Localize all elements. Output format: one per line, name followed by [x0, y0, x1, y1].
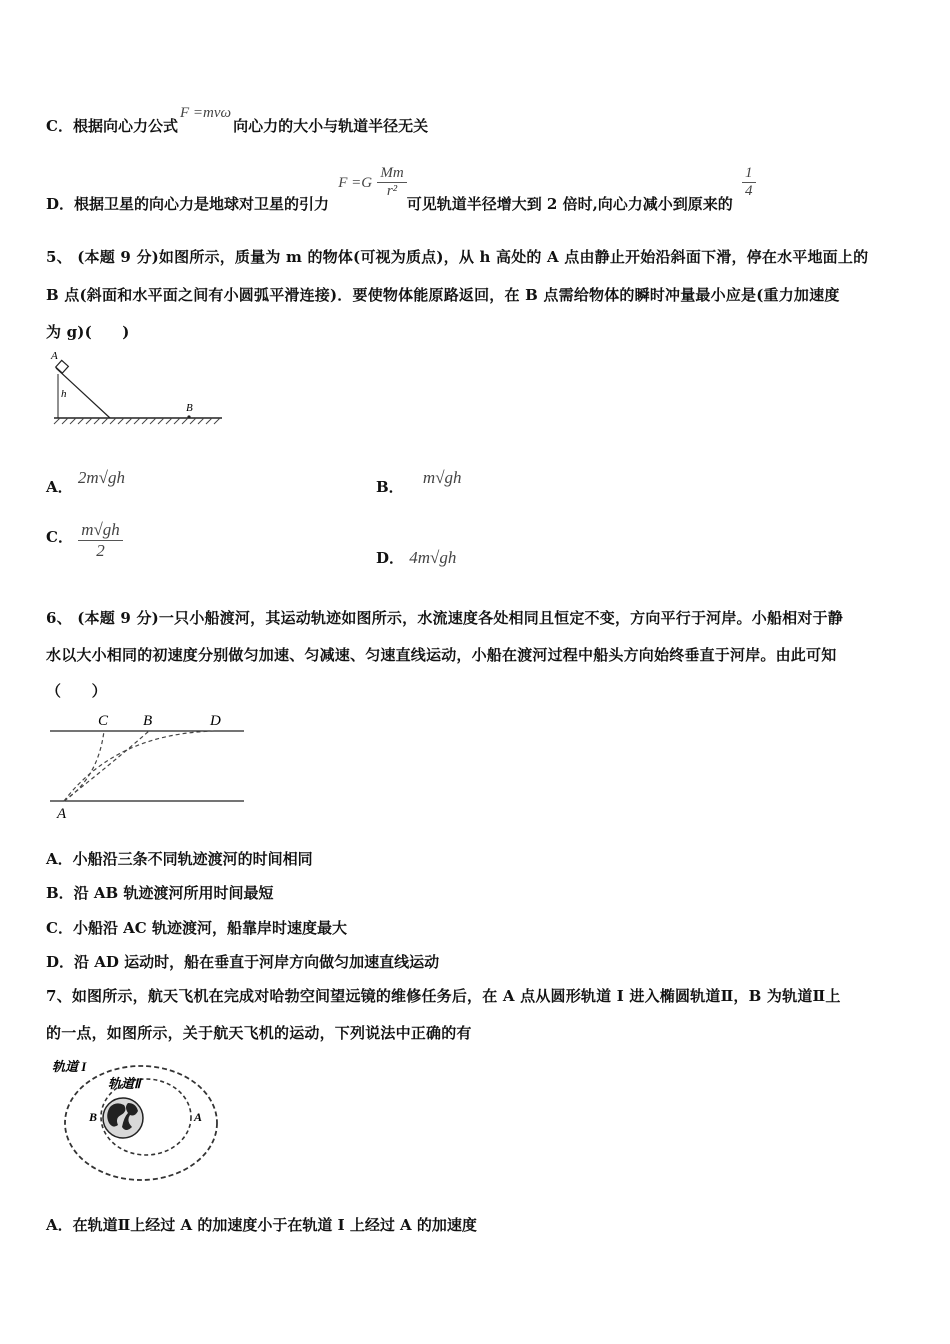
q7-orbit-figure: [46, 1055, 231, 1185]
q5-option-a-label: A．: [46, 478, 73, 496]
q7-option-a[interactable]: A．在轨道Ⅱ上经过 A 的加速度小于在轨道 I 上经过 A 的加速度: [46, 1216, 477, 1234]
q6-stem-line3: （ ）: [46, 682, 107, 700]
q6-fig-label-b: B: [143, 713, 153, 729]
q5-option-b-label: B．: [376, 478, 404, 496]
q5-option-d[interactable]: [376, 547, 456, 568]
q5-fig-label-h: h: [61, 388, 67, 400]
q6-option-c[interactable]: C．小船沿 AC 轨迹渡河，船靠岸时速度最大: [46, 919, 347, 937]
q5-incline-figure: [46, 348, 226, 428]
q4-option-d-formula-num: Mm: [377, 165, 406, 183]
q5-option-c[interactable]: [46, 520, 123, 561]
q6-fig-label-a: A: [57, 806, 67, 822]
q5-option-b-value: m√gh: [422, 468, 462, 487]
q5-fig-label-b: B: [186, 402, 193, 414]
q7-fig-label-a: A: [194, 1110, 203, 1124]
q5-option-c-label: C．: [46, 527, 73, 546]
q6-fig-label-d: D: [210, 713, 221, 729]
q5-option-d-label: D．: [376, 549, 405, 567]
q4-option-d-mid: 可见轨道半径增大到 2 倍时,向心力减小到原来的: [406, 194, 733, 213]
q5-option-a[interactable]: [46, 468, 125, 497]
q5-option-d-value: 4m√gh: [409, 548, 457, 567]
q7-stem-line2: 的一点，如图所示，关于航天飞机的运动，下列说法中正确的有: [46, 1024, 472, 1042]
q5-stem-line3: 为 g)( ): [46, 323, 130, 341]
q5-option-b[interactable]: [376, 468, 462, 497]
q4-option-d: [46, 165, 756, 213]
q4-option-c-formula: F =mvω: [179, 105, 232, 121]
q4-option-d-quarter-num: 1: [742, 165, 756, 183]
q6-option-b[interactable]: B．沿 AB 轨迹渡河所用时间最短: [46, 884, 274, 902]
q4-option-d-quarter: [742, 165, 756, 200]
q6-river-figure: [46, 708, 251, 823]
q7-fig-label-orbit2: 轨道Ⅱ: [108, 1076, 141, 1091]
q4-option-c: [46, 105, 429, 136]
q7-stem-line1: 7、如图所示，航天飞机在完成对哈勃空间望远镜的维修任务后，在 A 点从圆形轨道 I 进入椭圆轨道Ⅱ，B 为轨道Ⅱ上: [46, 987, 841, 1005]
q4-option-c-prefix: C．根据向心力公式: [46, 117, 178, 135]
q4-option-c-suffix: 向心力的大小与轨道半径无关: [233, 117, 429, 135]
q4-option-d-formula-fraction: [377, 165, 406, 200]
q5-stem-line2: B 点(斜面和水平面之间有小圆弧平滑连接)．要使物体能原路返回，在 B 点需给物体的瞬时冲量最小应是(重力加速度: [46, 286, 840, 304]
q4-option-d-quarter-den: 4: [745, 183, 753, 199]
q6-stem-line2: 水以大小相同的初速度分别做匀加速、匀减速、匀速直线运动，小船在渡河过程中船头方向始终垂直于河岸。由此可知: [46, 646, 837, 664]
q5-option-c-num: m√gh: [78, 520, 123, 541]
q7-fig-label-b: B: [89, 1110, 98, 1124]
q6-option-d[interactable]: D．沿 AD 运动时，船在垂直于河岸方向做匀加速直线运动: [46, 953, 440, 971]
q6-option-a[interactable]: A．小船沿三条不同轨迹渡河的时间相同: [46, 850, 313, 868]
q4-option-d-formula-den: r²: [386, 183, 398, 199]
q6-stem-line1: 6、 (本题 9 分)一只小船渡河，其运动轨迹如图所示，水流速度各处相同且恒定不变，方向平行于河岸。小船相对于静: [46, 609, 843, 627]
q7-fig-label-orbit1: 轨道 I: [52, 1059, 87, 1074]
q4-option-d-prefix: D．根据卫星的向心力是地球对卫星的引力: [46, 194, 330, 213]
q5-fig-label-a: A: [51, 350, 58, 362]
q5-stem-line1: 5、 (本题 9 分)如图所示，质量为 m 的物体(可视为质点)，从 h 高处的 A 点由静止开始沿斜面下滑，停在水平地面上的: [46, 248, 869, 266]
q6-fig-label-c: C: [98, 713, 109, 729]
q5-option-a-value: 2m√gh: [77, 468, 125, 487]
q5-option-c-fraction: [78, 520, 123, 561]
q5-option-c-den: 2: [96, 541, 105, 560]
q4-option-d-formula-lhs: F =G: [338, 174, 373, 191]
